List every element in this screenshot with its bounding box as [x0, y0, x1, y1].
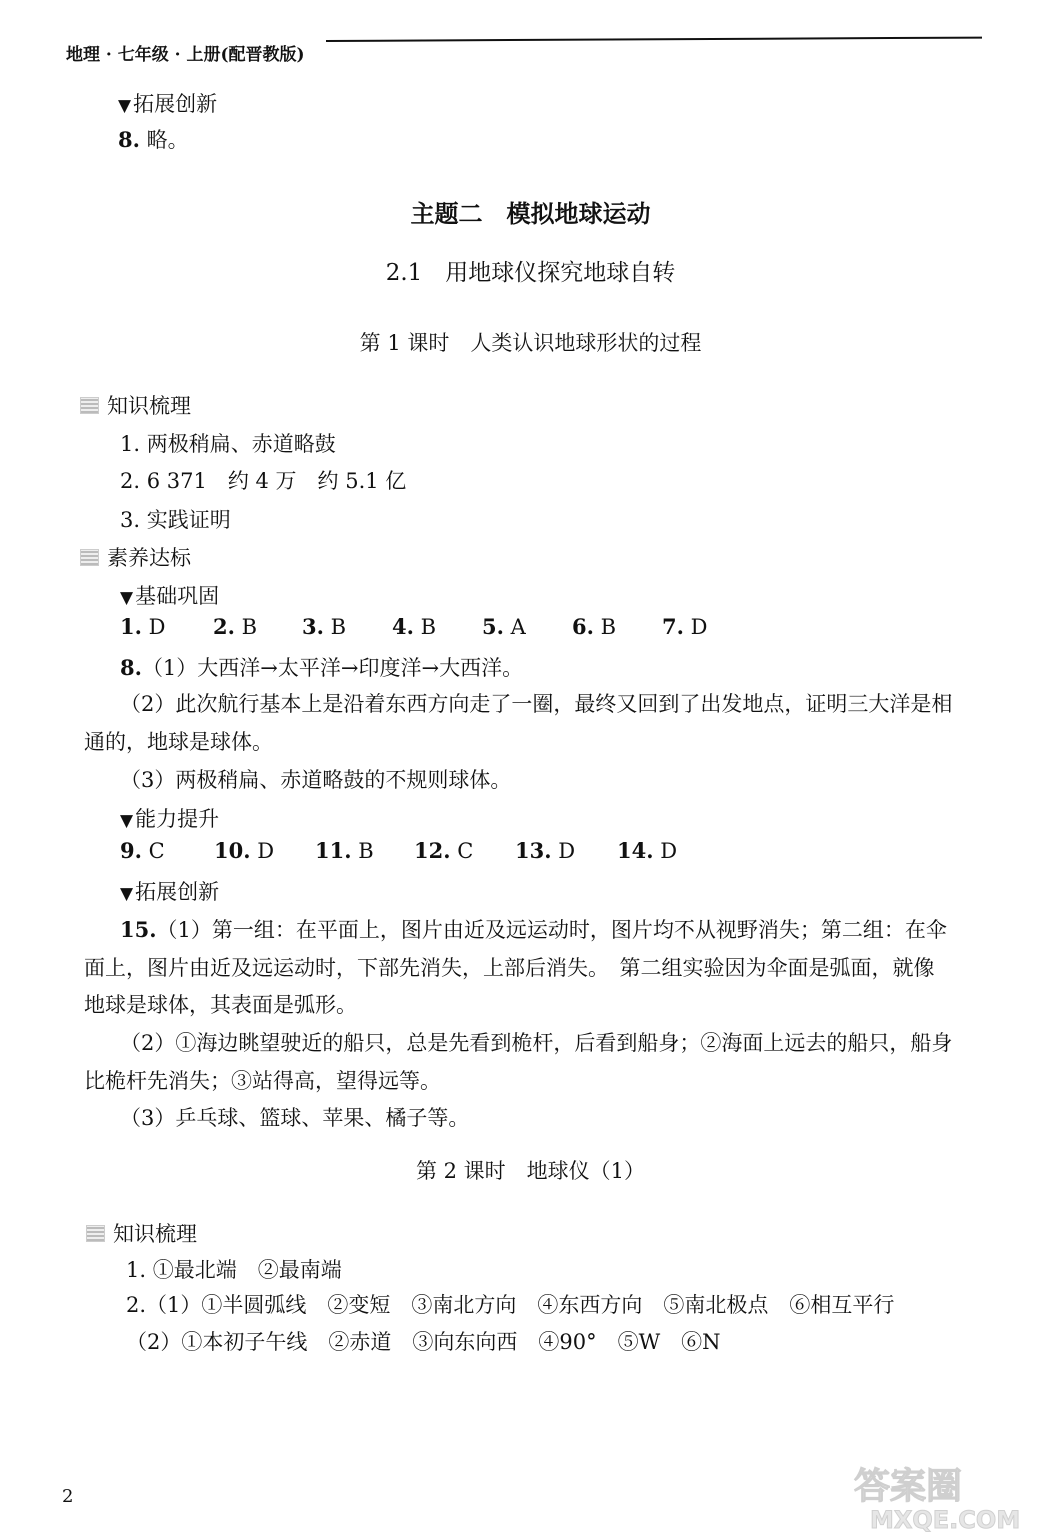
section-title: 2.1 用地球仪探究地球自转: [385, 260, 676, 286]
q15-line2: 面上，图片由近及远运动时，下部先消失，上部后消失。 第二组实验因为伞面是弧面，就像: [84, 956, 935, 980]
ability-label: ▼ 能力提升: [120, 803, 219, 833]
lesson2-title: 第 2 课时 地球仪（1）: [415, 1159, 646, 1183]
section-icon: [86, 1225, 105, 1242]
running-header: 地理 · 七年级 · 上册(配晋教版): [66, 45, 305, 65]
section-icon: [80, 549, 99, 566]
answer-item: 3. B: [302, 614, 347, 639]
answer-item: 13. D: [515, 838, 576, 863]
basic-label: ▼ 基础巩固: [120, 580, 219, 610]
answer-item: 14. D: [617, 838, 678, 863]
header-rule: [326, 37, 982, 42]
expand-label: ▼ 拓展创新: [120, 876, 219, 906]
lesson1-title: 第 1 课时 人类认识地球形状的过程: [359, 331, 702, 355]
answer-item: 1. D: [120, 614, 166, 639]
answer-item: 4. B: [392, 614, 437, 639]
answer-item: 6. B: [572, 614, 617, 639]
top-item-8-text: 略。: [146, 128, 189, 152]
q8-part2b: 通的，地球是球体。: [84, 730, 273, 754]
q15-line6: （3）乒乓球、篮球、苹果、橘子等。: [120, 1106, 470, 1130]
answer-item: 9. C: [120, 838, 165, 863]
expand-label-top: ▼ 拓展创新: [118, 88, 217, 118]
watermark-logo: [846, 1460, 1056, 1532]
lesson1-knowledge-1: 1. 两极稍扁、赤道略鼓: [120, 432, 336, 456]
lesson1-knowledge-3: 3. 实践证明: [120, 508, 231, 532]
svg-text:MXQE.COM: MXQE.COM: [870, 1506, 1021, 1532]
lesson2-knowledge-heading: 知识梳理: [86, 1218, 197, 1248]
answer-item: 5. A: [482, 614, 526, 639]
q15-line4: （2）①海边眺望驶近的船只，总是先看到桅杆，后看到船身；②海面上远去的船只，船身: [120, 1031, 953, 1055]
top-item-8: [118, 124, 189, 154]
answer-item: 2. B: [213, 614, 258, 639]
theme-title: 主题二 模拟地球运动: [410, 199, 651, 228]
section-icon: [80, 397, 99, 414]
q8-part1: 8.（1）大西洋→太平洋→印度洋→大西洋。: [120, 655, 524, 680]
answer-item: 7. D: [662, 614, 708, 639]
answer-item: 10. D: [214, 838, 275, 863]
q8-part2a: （2）此次航行基本上是沿着东西方向走了一圈，最终又回到了出发地点，证明三大洋是相: [120, 692, 953, 716]
lesson1-knowledge-2: 2. 6 371 约 4 万 约 5.1 亿: [120, 469, 407, 493]
svg-text:答案圈: 答案圈: [854, 1466, 963, 1507]
answer-item: 11. B: [315, 838, 374, 863]
q15-line1: 15.（1）第一组：在平面上，图片由近及远运动时，图片均不从视野消失；第二组：在伞: [120, 917, 947, 942]
lesson1-knowledge-heading: 知识梳理: [80, 390, 191, 420]
page-number: 2: [62, 1486, 74, 1507]
lesson1-literacy-heading: 素养达标: [80, 542, 191, 572]
lesson2-knowledge-3: （2）①本初子午线 ②赤道 ③向东向西 ④90° ⑤W ⑥N: [126, 1330, 721, 1354]
lesson2-knowledge-1: 1. ①最北端 ②最南端: [126, 1258, 342, 1282]
q8-part3: （3）两极稍扁、赤道略鼓的不规则球体。: [120, 768, 512, 792]
top-item-8-num: 8.: [118, 127, 140, 152]
answer-item: 12. C: [414, 838, 474, 863]
q15-line3: 地球是球体，其表面是弧形。: [84, 993, 357, 1017]
q15-line5: 比桅杆先消失；③站得高，望得远等。: [84, 1069, 441, 1093]
lesson2-knowledge-2: 2.（1）①半圆弧线 ②变短 ③南北方向 ④东西方向 ⑤南北极点 ⑥相互平行: [126, 1293, 895, 1317]
